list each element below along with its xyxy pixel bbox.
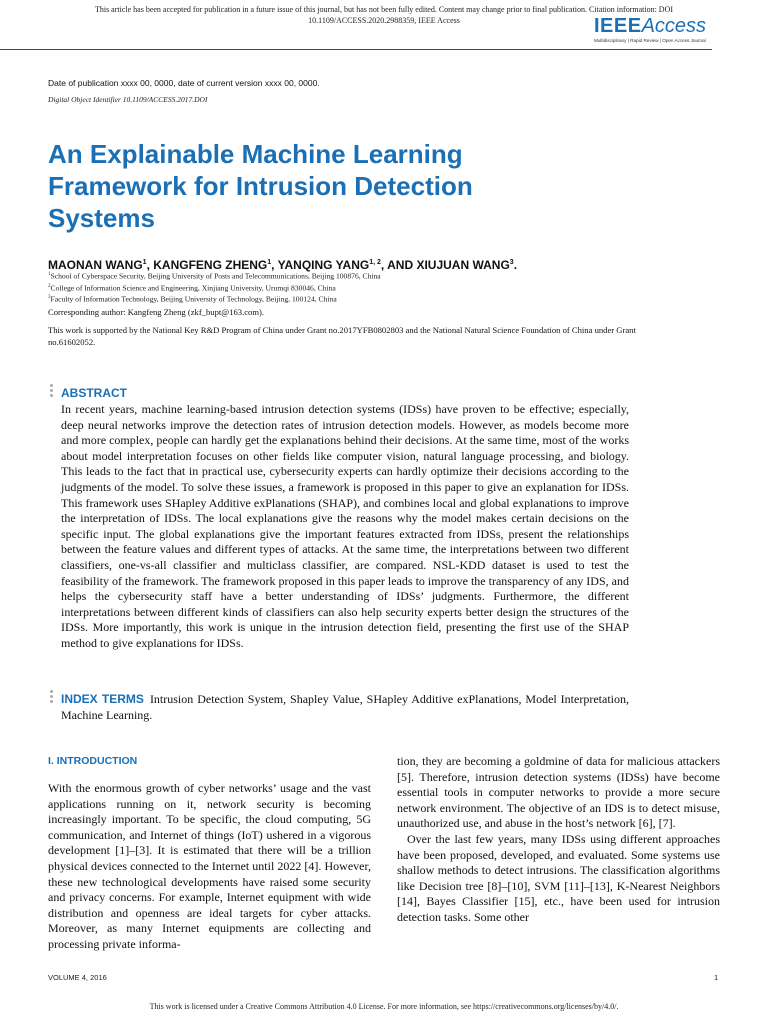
paragraph: tion, they are becoming a goldmine of data for malicious attackers [5]. Therefore, intrusion detection systems (IDSs) have become essential tools in computer networks to provide a more secure network environment. The objective of an IDS is to detect misuse, unauthorized use, and abuse in the host’s network [6], [7]. <box>397 754 720 831</box>
page-number: 1 <box>714 973 719 982</box>
author-name: YANQING YANG <box>277 258 370 272</box>
author-name: XIUJUAN WANG <box>416 258 510 272</box>
header-divider <box>0 49 712 50</box>
author-affil-mark: 1 <box>267 259 272 266</box>
publication-date: Date of publication xxxx 00, 0000, date of current version xxxx 00, 0000. <box>48 78 320 88</box>
title-line: An Explainable Machine Learning <box>48 139 463 169</box>
affiliation <box>48 282 381 294</box>
affiliation-list <box>48 270 381 305</box>
paragraph: With the enormous growth of cyber networks’ usage and the vast applications running on it, network security is becoming increasingly important. To be specific, the cloud computing, 5G communication, and Internet of things (IoT) ushered in a vigorous development [1]–[3]. It is estimated that there will be a trillion physical devices connected to the Internet until 2022 [4]. However, these new technological developments have raised some security and privacy concerns. For example, Internet equipment with wide distribution and openness are ideal targets for cyber attacks. Moreover, as many Internet equipments are collecting and processing private informa- <box>48 781 371 951</box>
abstract-text: In recent years, machine learning-based intrusion detection systems (IDSs) have proven to be effective; especially, deep neural networks improve the detection rates of intrusion detection models. However, as models become more and more complex, people can hardly get the explanations behind their decisions. At the same time, most of the works about model interpretation focuses on other fields like computer vision, natural language processing, and biology. This leads to the fact that in practical use, cybersecurity experts can hardly optimize their decisions according to the judgments of the model. To solve these issues, a framework is proposed in this paper to give an explanation for IDSs. This framework uses SHapley Additive exPlanations (SHAP), and combines local and global explanations to improve the interpretation of IDSs. The local explanations give the reasons why the model makes certain decisions on the specific input. The global explanations give the important features extracted from IDSs, present the relationships between the feature values and different types of attacks. At the same time, the interpretations between two different classifiers, one-vs-all classifier and multiclass classifier, are compared. NSL-KDD dataset is used to test the feasibility of the framework. The framework proposed in this paper leads to improve the transparency of any IDS, and helps the cybersecurity staff have a better understanding of IDSs’ judgments. Furthermore, the different interpretations between different kinds of classifiers can also help security experts better design the structures of the IDSs. More importantly, this work is unique in the intrusion detection field, presenting the first use of the SHAP method to give explanations for IDSs. <box>61 402 629 650</box>
notice-line-1: This article has been accepted for publication in a future issue of this journal, but has not been fully edited. Content may change prior to final publication. Citation information: DOI <box>94 5 674 14</box>
logo-ieee-text: IEEE <box>594 15 642 37</box>
abstract-heading: ABSTRACT <box>61 386 127 400</box>
funding-statement: This work is supported by the National Key R&D Program of China under Grant no.2017YFB0802803 and the National Natural Science Foundation of China under Grant no.61602052. <box>48 325 636 347</box>
index-terms-heading: INDEX TERMS <box>61 692 144 706</box>
title-line: Systems <box>48 203 155 233</box>
affiliation <box>48 270 381 282</box>
author-separator: , <box>271 258 278 272</box>
index-terms-text: Intrusion Detection System, Shapley Value, SHapley Additive exPlanations, Model Interpretation, Machine Learning. <box>61 692 629 722</box>
affiliation-mark: 3 <box>48 295 51 301</box>
volume-label: VOLUME 4, 2016 <box>48 973 107 982</box>
abstract-marker-icon <box>50 384 54 399</box>
author-affil-mark: 3 <box>509 259 514 266</box>
author-separator: , <box>146 258 154 272</box>
paragraph: Over the last few years, many IDSs using different approaches have been proposed, developed, and evaluated. Some systems use shallow methods to detect intrusions. The classification algorithms like Decision tree [8]–[10], SVM [11]–[13], K-Nearest Neighbors [14], Bayes Classifier [15], etc., have been used for intrusion detection tasks. Some other <box>397 831 720 924</box>
notice-line-2: 10.1109/ACCESS.2020.2988359, IEEE Access <box>308 16 460 25</box>
right-column <box>397 754 720 926</box>
affiliation-text: College of Information Science and Engineering, Xinjiang University, Urumqi 830046, China <box>50 283 336 293</box>
author-separator: , AND <box>380 258 417 272</box>
ieee-access-logo <box>594 15 712 43</box>
left-column <box>48 781 371 953</box>
doi-line: Digital Object Identifier 10.1109/ACCESS.2017.DOI <box>48 95 208 104</box>
author-name: MAONAN WANG <box>48 258 143 272</box>
corresponding-author: Corresponding author: Kangfeng Zheng (zkf_bupt@163.com). <box>48 307 265 317</box>
section-heading-introduction: I. INTRODUCTION <box>48 755 138 767</box>
index-terms-marker-icon <box>50 690 54 705</box>
affiliation-text: Faculty of Information Technology, Beijing University of Technology, Beijing, 100124, China <box>50 294 337 304</box>
affiliation-text: School of Cyberspace Security, Beijing University of Posts and Telecommunications, Beijing 100876, China <box>50 271 381 281</box>
index-terms <box>61 692 629 723</box>
affiliation-mark: 2 <box>48 283 51 289</box>
affiliation <box>48 293 381 305</box>
author-separator: . <box>513 258 518 272</box>
logo-wordmark <box>594 15 712 37</box>
author-affil-mark: 1 <box>142 259 147 266</box>
author-name: KANGFENG ZHENG <box>153 258 268 272</box>
logo-access-text: Access <box>641 15 707 37</box>
author-affil-mark: 1, 2 <box>369 259 381 266</box>
paper-title <box>48 138 608 234</box>
affiliation-mark: 1 <box>48 272 51 277</box>
title-line: Framework for Intrusion Detection <box>48 171 473 201</box>
logo-tagline: Multidisciplinary | Rapid Review | Open Access Journal <box>594 38 706 43</box>
license-notice: This work is licensed under a Creative Commons Attribution 4.0 License. For more information, see https://creativecommons.org/licenses/by/4.0/. <box>149 1002 619 1011</box>
